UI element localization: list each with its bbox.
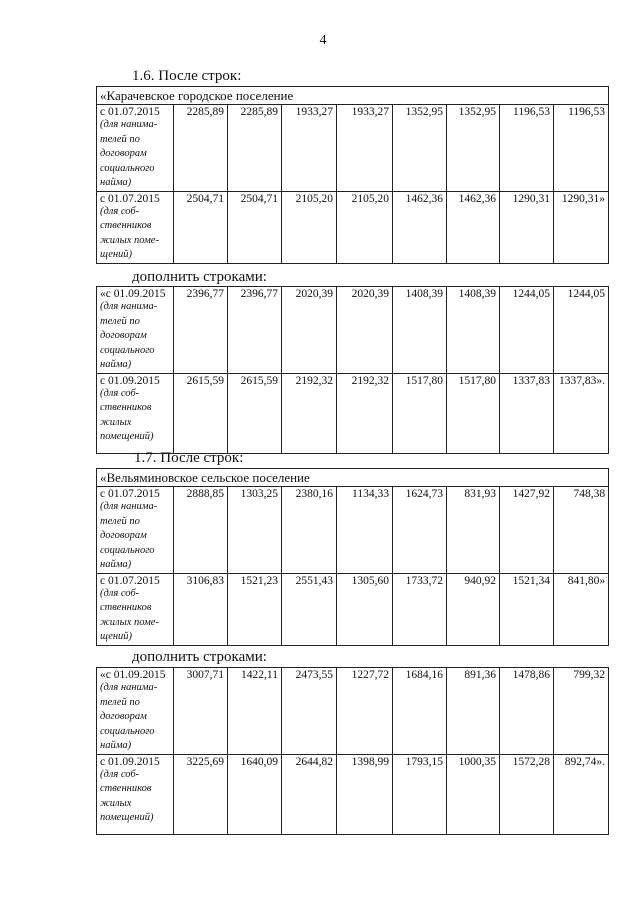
- table-cell: 748,38: [554, 487, 609, 574]
- table-cell: 2285,89: [228, 105, 282, 192]
- table-cell: 2020,39: [337, 287, 393, 374]
- table-cell: 2105,20: [282, 191, 337, 263]
- row-date: с 01.09.2015: [100, 755, 160, 768]
- table-row: [97, 105, 609, 192]
- table-cell: 2396,77: [228, 287, 282, 374]
- table-cell: 1521,23: [228, 573, 282, 645]
- table-cell: 1933,27: [282, 105, 337, 192]
- table-cell: 1517,80: [393, 373, 447, 453]
- table-cell: 2396,77: [174, 287, 228, 374]
- table-cell: 1422,11: [228, 668, 282, 755]
- row-label: [97, 105, 174, 192]
- row-label: [97, 754, 174, 834]
- row-label: [97, 573, 174, 645]
- table-cell: 1684,16: [393, 668, 447, 755]
- table-cell: 940,92: [447, 573, 500, 645]
- table-cell: 1521,34: [500, 573, 554, 645]
- table-cell: 1624,73: [393, 487, 447, 574]
- row-date: с 01.07.2015: [100, 574, 160, 587]
- table-cell: 1290,31»: [554, 191, 609, 263]
- table-cell: 1290,31: [500, 191, 554, 263]
- table-cell: 892,74».: [554, 754, 609, 834]
- row-description: (для нанима-телей по договорам социального найма): [100, 501, 158, 570]
- table-cell: 3225,69: [174, 754, 228, 834]
- table-cell: 1427,92: [500, 487, 554, 574]
- row-description: (для соб-ственников жилых помещений): [100, 387, 154, 442]
- tariff-table-karachev-before: [96, 86, 609, 264]
- table-cell: 3007,71: [174, 668, 228, 755]
- tariff-table-karachev-added: [96, 286, 609, 454]
- table-cell: 2105,20: [337, 191, 393, 263]
- table-cell: 1640,09: [228, 754, 282, 834]
- row-label: [97, 373, 174, 453]
- tariff-table-velyaminov-before: [96, 468, 609, 646]
- table-cell: 1408,39: [393, 287, 447, 374]
- table-cell: 1000,35: [447, 754, 500, 834]
- row-label: [97, 668, 174, 755]
- table-cell: 799,32: [554, 668, 609, 755]
- table-row: [97, 487, 609, 574]
- region-name: «Вельяминовское сельское поселение: [97, 469, 609, 487]
- row-label: [97, 487, 174, 574]
- table-cell: 1352,95: [393, 105, 447, 192]
- table-cell: 2020,39: [282, 287, 337, 374]
- table-cell: 1572,28: [500, 754, 554, 834]
- table-row: [97, 573, 609, 645]
- section-heading-add-rows-1: дополнить строками:: [132, 269, 267, 285]
- table-cell: 2504,71: [174, 191, 228, 263]
- table-cell: 1408,39: [447, 287, 500, 374]
- table-cell: 1462,36: [447, 191, 500, 263]
- table-cell: 1478,86: [500, 668, 554, 755]
- table-cell: 2615,59: [174, 373, 228, 453]
- table-cell: 1337,83».: [554, 373, 609, 453]
- row-description: (для соб-ственников жилых поме-щений): [100, 205, 159, 260]
- table-cell: 2888,85: [174, 487, 228, 574]
- region-name: «Карачевское городское поселение: [97, 87, 609, 105]
- table-cell: 831,93: [447, 487, 500, 574]
- table-cell: 2285,89: [174, 105, 228, 192]
- row-description: (для нанима-телей по договорам социального найма): [100, 119, 158, 188]
- table-cell: 1244,05: [554, 287, 609, 374]
- table-cell: 2192,32: [337, 373, 393, 453]
- table-cell: 1462,36: [393, 191, 447, 263]
- section-heading-add-rows-2: дополнить строками:: [132, 649, 267, 665]
- section-heading-1-6: 1.6. После строк:: [132, 68, 242, 84]
- table-cell: 3106,83: [174, 573, 228, 645]
- table-cell: 2473,55: [282, 668, 337, 755]
- table-cell: 2504,71: [228, 191, 282, 263]
- row-date: с 01.07.2015: [100, 192, 160, 205]
- table-cell: 1398,99: [337, 754, 393, 834]
- table-cell: 1227,72: [337, 668, 393, 755]
- table-row: [97, 373, 609, 453]
- row-label: [97, 287, 174, 374]
- row-date: с 01.09.2015: [100, 374, 160, 387]
- table-cell: 1733,72: [393, 573, 447, 645]
- table-cell: 1305,60: [337, 573, 393, 645]
- table-cell: 2192,32: [282, 373, 337, 453]
- table-row: [97, 287, 609, 374]
- table-cell: 2644,82: [282, 754, 337, 834]
- table-cell: 1244,05: [500, 287, 554, 374]
- table-cell: 1337,83: [500, 373, 554, 453]
- table-cell: 891,36: [447, 668, 500, 755]
- table-cell: 1352,95: [447, 105, 500, 192]
- row-date: «с 01.09.2015: [100, 288, 166, 300]
- table-cell: 1303,25: [228, 487, 282, 574]
- row-description: (для нанима-телей по договорам социального найма): [100, 682, 158, 751]
- row-date: «с 01.09.2015: [100, 669, 166, 681]
- table-cell: 2380,16: [282, 487, 337, 574]
- table-cell: 1196,53: [500, 105, 554, 192]
- table-cell: 1933,27: [337, 105, 393, 192]
- table-cell: 1793,15: [393, 754, 447, 834]
- table-cell: 2551,43: [282, 573, 337, 645]
- table-row: [97, 754, 609, 834]
- table-cell: 1517,80: [447, 373, 500, 453]
- table-cell: 1196,53: [554, 105, 609, 192]
- row-date: с 01.07.2015: [100, 488, 160, 500]
- row-description: (для соб-ственников жилых помещений): [100, 768, 154, 823]
- section-heading-1-7: 1.7. После строк:: [134, 450, 244, 466]
- row-description: (для соб-ственников жилых поме-щений): [100, 587, 159, 642]
- page-number: 4: [319, 33, 327, 48]
- table-cell: 841,80»: [554, 573, 609, 645]
- row-label: [97, 191, 174, 263]
- table-cell: 1134,33: [337, 487, 393, 574]
- row-date: с 01.07.2015: [100, 106, 160, 118]
- table-row: [97, 668, 609, 755]
- row-description: (для нанима-телей по договорам социального найма): [100, 301, 158, 370]
- table-cell: 2615,59: [228, 373, 282, 453]
- tariff-table-velyaminov-added: [96, 667, 609, 835]
- table-row: [97, 191, 609, 263]
